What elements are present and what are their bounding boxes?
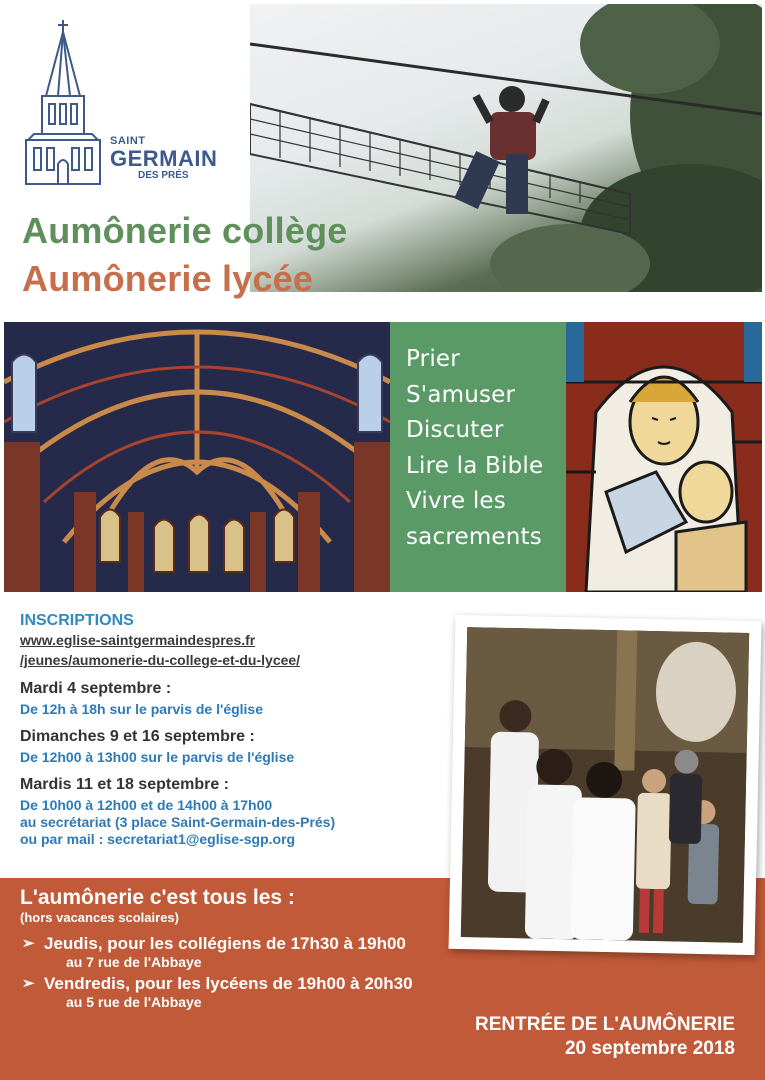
schedule-item-address: au 5 rue de l'Abbaye xyxy=(66,994,202,1010)
date-detail: De 12h à 18h sur le parvis de l'église xyxy=(20,701,264,717)
schedule-item-main: Jeudis, pour les collégiens de 17h30 à 19h00 xyxy=(44,934,406,953)
website-link-line-1[interactable]: www.eglise-saintgermaindespres.fr xyxy=(20,632,256,648)
church-nave-photo xyxy=(4,322,390,592)
date-detail: au secrétariat (3 place Saint-Germain-des-Prés) xyxy=(20,814,336,830)
date-detail: De 12h00 à 13h00 sur le parvis de l'église xyxy=(20,749,295,765)
logo-line-1: SAINT xyxy=(110,135,146,147)
inscriptions-title: INSCRIPTIONS xyxy=(20,612,134,629)
activity-item: Vivre les xyxy=(406,488,506,514)
chevron-right-icon: ➢ xyxy=(22,975,35,992)
activity-item: Discuter xyxy=(406,417,504,443)
schedule-item-address: au 7 rue de l'Abbaye xyxy=(66,954,202,970)
activity-item: Lire la Bible xyxy=(406,452,544,479)
parish-logo xyxy=(18,18,228,193)
parish-name xyxy=(110,136,217,181)
youth-group-photo xyxy=(449,615,762,955)
schedule-item-main: Vendredis, pour les lycéens de 19h00 à 20h30 xyxy=(44,974,413,993)
rentree-title: RENTRÉE DE L'AUMÔNERIE xyxy=(475,1014,735,1035)
logo-line-2: GERMAIN xyxy=(110,146,218,171)
title-college: Aumônerie collège xyxy=(22,210,348,251)
stained-glass-photo xyxy=(566,322,762,592)
date-detail: De 10h00 à 12h00 et de 14h00 à 17h00 xyxy=(20,797,273,813)
date-heading: Dimanches 9 et 16 septembre : xyxy=(20,728,255,745)
date-heading: Mardis 11 et 18 septembre : xyxy=(20,776,229,793)
logo-line-3: DES PRÉS xyxy=(138,170,189,181)
rentree-date: 20 septembre 2018 xyxy=(564,1038,735,1059)
activity-item: S'amuser xyxy=(406,381,516,408)
schedule-item xyxy=(22,974,413,1010)
email-contact: ou par mail : secretariat1@eglise-sgp.org xyxy=(20,831,296,847)
website-link-line-2[interactable]: /jeunes/aumonerie-du-college-et-du-lycee/ xyxy=(20,652,301,668)
inscriptions-section xyxy=(20,612,450,848)
schedule-title: L'aumônerie c'est tous les : xyxy=(20,886,295,909)
activity-item: sacrements xyxy=(406,523,542,550)
church-tower-icon xyxy=(18,18,108,188)
date-heading: Mardi 4 septembre : xyxy=(20,680,172,697)
schedule-note: (hors vacances scolaires) xyxy=(20,910,179,925)
activities-panel xyxy=(390,322,566,592)
rentree-announcement xyxy=(475,1014,735,1060)
chevron-right-icon: ➢ xyxy=(22,935,35,952)
activity-item: Prier xyxy=(406,346,460,372)
schedule-item xyxy=(22,934,406,970)
title-lycee: Aumônerie lycée xyxy=(22,258,314,299)
